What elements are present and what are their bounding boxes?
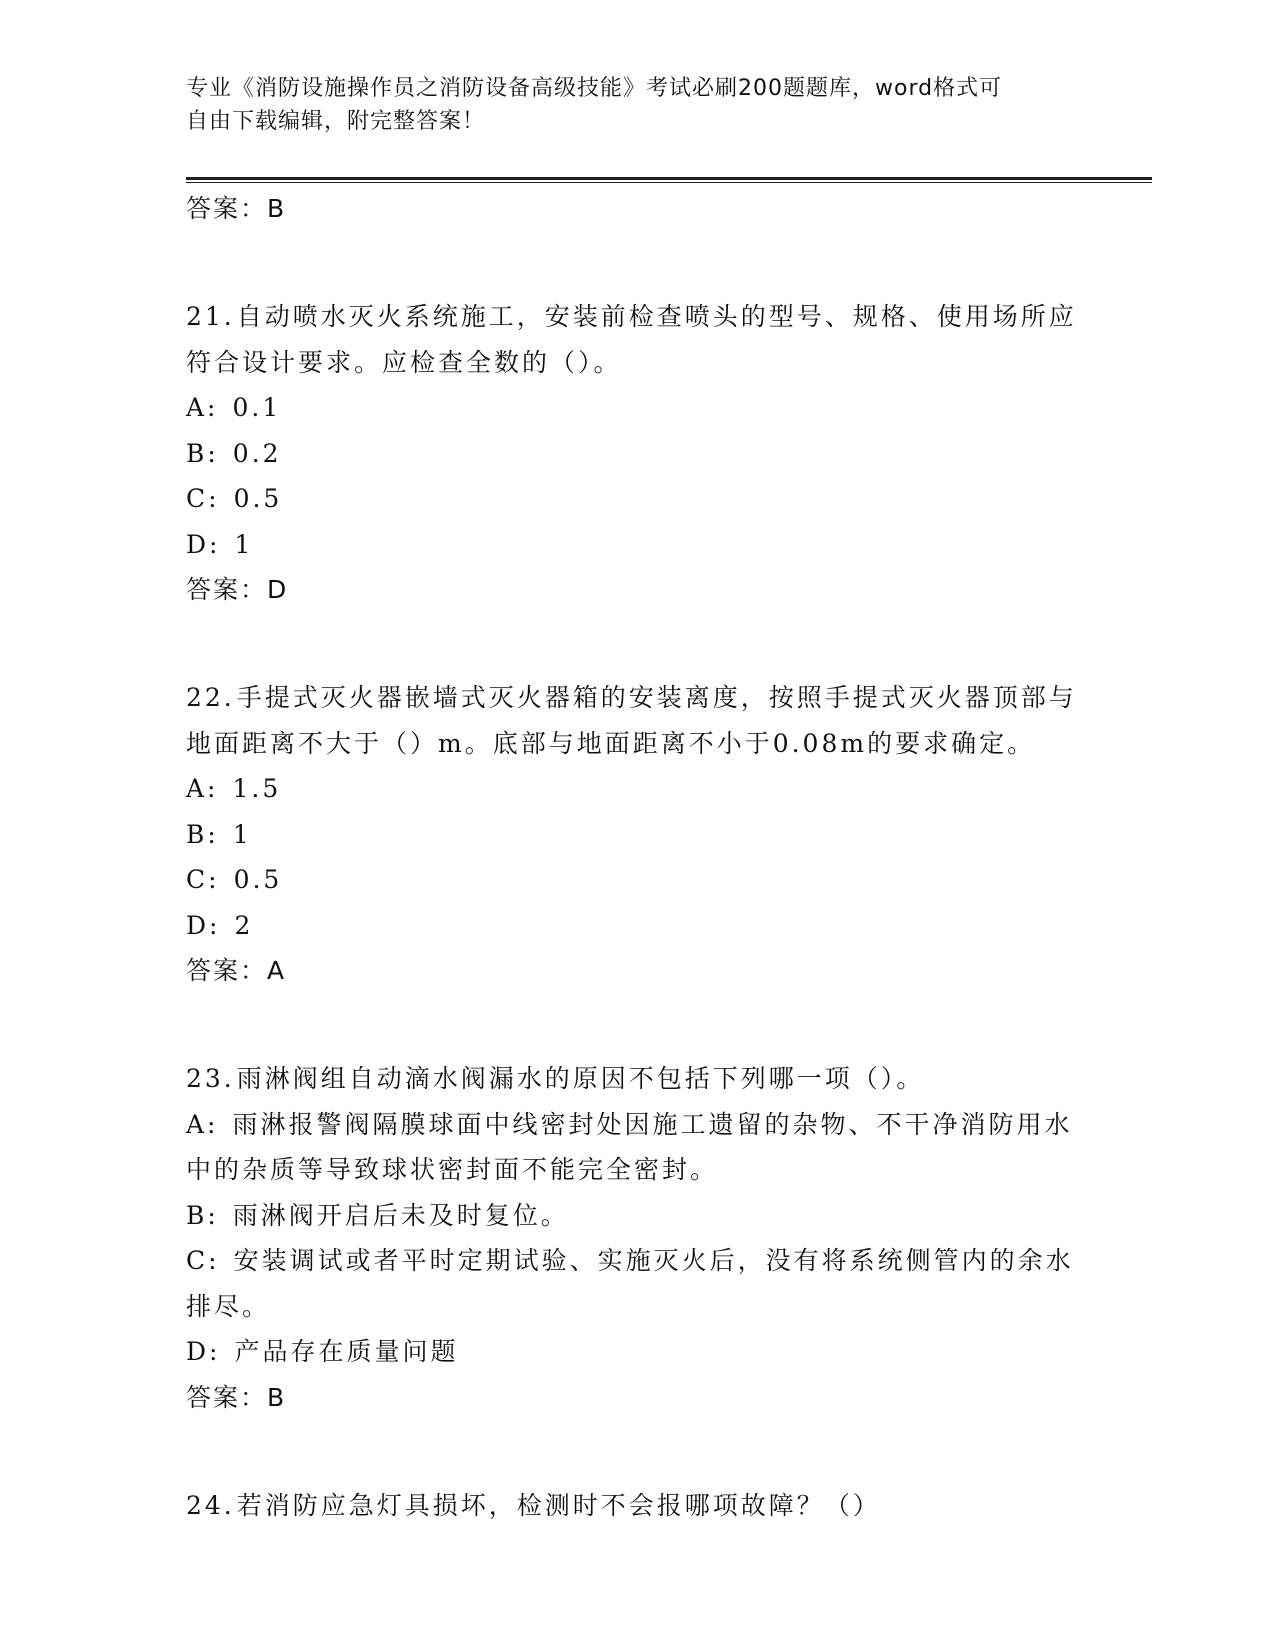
question-stem (186, 294, 1086, 385)
option-key: D: (186, 1337, 221, 1366)
question-number: 23. (186, 1064, 235, 1093)
question-21 (186, 294, 1086, 612)
answer: 答案：A (186, 956, 287, 985)
question-stem (186, 1056, 1086, 1102)
question-text: 雨淋阀组自动滴水阀漏水的原因不包括下列哪一项（）。 (236, 1064, 925, 1093)
option-a (186, 766, 1086, 812)
question-stem (186, 1483, 1086, 1529)
option-text: 0.5 (233, 865, 283, 894)
option-text: 0.1 (232, 393, 282, 422)
option-c (186, 1238, 1086, 1329)
option-text: 1 (234, 529, 254, 559)
header-line-2: 自由下载编辑，附完整答案！ (186, 109, 486, 134)
option-key: A: (186, 1109, 219, 1139)
document-header (186, 72, 1086, 138)
option-key: A: (186, 774, 219, 803)
option-text: 0.2 (232, 438, 282, 468)
option-d (186, 1329, 1086, 1375)
answer: 答案：B (186, 1382, 287, 1412)
option-text: 雨淋阀开启后未及时复位。 (232, 1200, 569, 1230)
option-text: 产品存在质量问题 (234, 1337, 459, 1366)
question-stem (186, 675, 1086, 766)
option-text: 安装调试或者平时定期试验、实施灭火后，没有将系统侧管内的余水排尽。 (186, 1246, 1074, 1321)
option-text: 0.5 (233, 484, 283, 513)
previous-answer: 答案：B (186, 194, 287, 223)
question-text: 自动喷水灭火系统施工，安装前检查喷头的型号、规格、使用场所应符合设计要求。应检查全数的（）。 (186, 302, 1077, 377)
option-key: B: (186, 819, 219, 849)
option-key: C: (186, 865, 220, 894)
header-line-1: 专业《消防设施操作员之消防设备高级技能》考试必刷200题题库，word格式可 (186, 76, 1003, 101)
option-text: 2 (234, 910, 254, 940)
question-22 (186, 675, 1086, 993)
option-key: A: (186, 393, 219, 422)
option-key: B: (186, 438, 219, 468)
option-d (186, 903, 1086, 949)
option-c (186, 857, 1086, 903)
option-key: B: (186, 1200, 219, 1230)
option-key: D: (186, 529, 221, 559)
option-text: 1 (232, 819, 252, 849)
header-rule-thin (186, 182, 1152, 183)
question-text: 若消防应急灯具损坏，检测时不会报哪项故障？（） (236, 1490, 881, 1520)
option-key: D: (186, 910, 221, 940)
option-key: C: (186, 1246, 220, 1275)
question-24 (186, 1483, 1086, 1529)
option-a (186, 385, 1086, 431)
option-b (186, 812, 1086, 858)
answer: 答案：D (186, 575, 289, 604)
option-b (186, 431, 1086, 477)
question-23 (186, 1056, 1086, 1420)
option-text: 雨淋报警阀隔膜球面中线密封处因施工遗留的杂物、不干净消防用水中的杂质等导致球状密封面不能完全密封。 (186, 1109, 1073, 1184)
question-number: 21. (186, 302, 235, 331)
option-a (186, 1102, 1086, 1193)
question-text: 手提式灭火器嵌墙式灭火器箱的安装离度，按照手提式灭火器顶部与地面距离不大于（）m。底部与地面距离不小于0.08m的要求确定。 (186, 683, 1077, 758)
option-text: 1.5 (232, 774, 282, 803)
question-number: 24. (186, 1490, 235, 1520)
option-key: C: (186, 484, 220, 513)
option-c (186, 476, 1086, 522)
option-b (186, 1193, 1086, 1239)
question-list (186, 186, 1086, 1528)
option-d (186, 522, 1086, 568)
question-number: 22. (186, 683, 235, 712)
header-rule-thick (186, 177, 1152, 180)
